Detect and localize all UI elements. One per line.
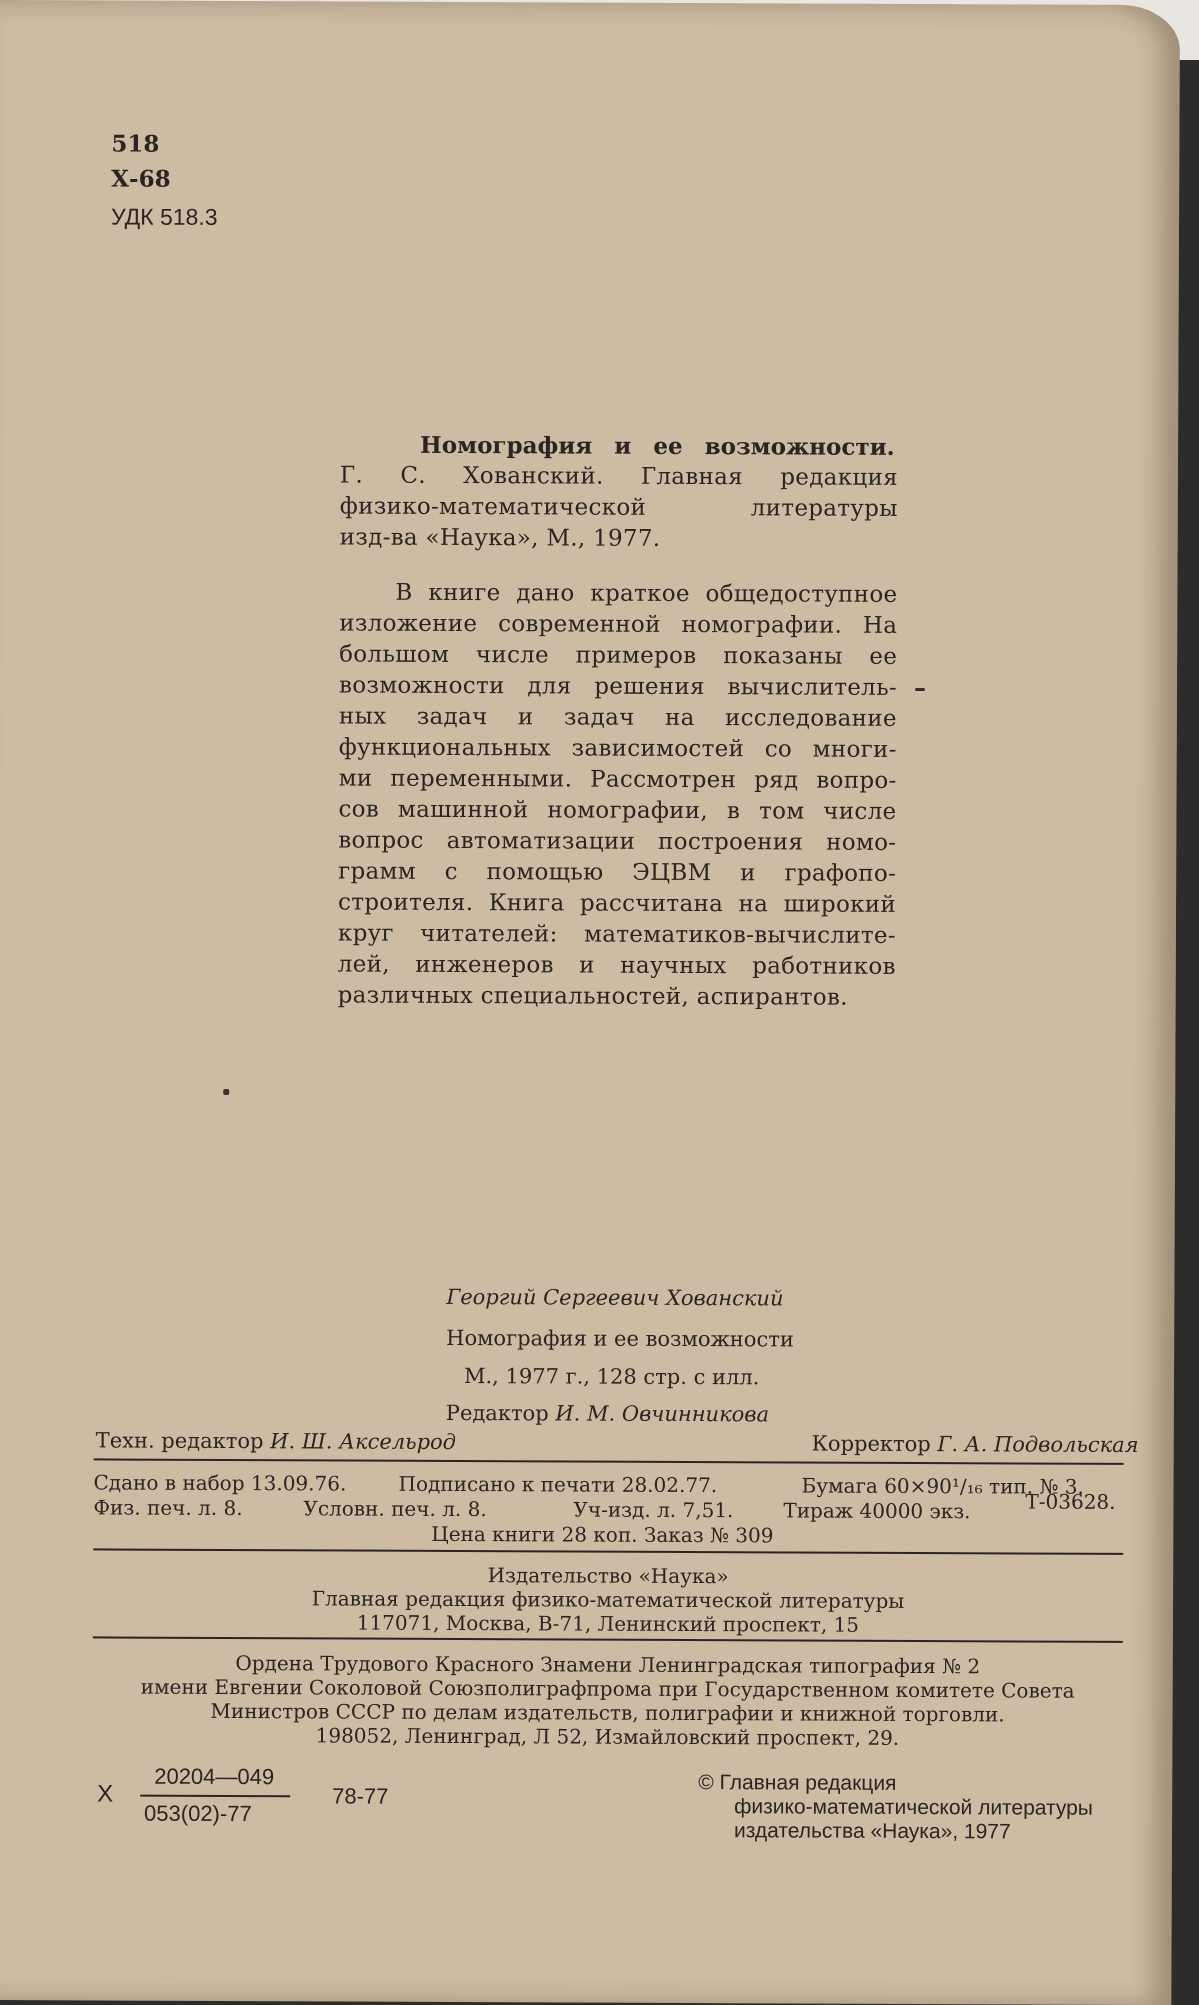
abstract-line: сов машинной номографии, в том числе xyxy=(338,796,897,825)
bbk-code: 518 xyxy=(111,130,160,158)
abstract-line: различных специальностей, аспирантов. xyxy=(337,982,848,1011)
abstract-line: ми переменными. Рассмотрен ряд вопро- xyxy=(338,765,897,794)
copyright-line: издательства «Наука», 1977 xyxy=(733,1819,1011,1844)
abstract-line: строителя. Книга рассчитана на широкий xyxy=(338,889,897,918)
abstract-line: ных задач и задач на исследование xyxy=(338,703,897,732)
printer-line: Ордена Трудового Красного Знамени Ленинградская типография № 2 xyxy=(235,1651,981,1679)
print-paper: Бумага 60×90¹/₁₆ тип. № 3. xyxy=(801,1473,1084,1499)
publisher-division: Главная редакция физико-математической литературы xyxy=(311,1586,905,1613)
abstract-line: физико-математической литературы xyxy=(339,493,898,522)
colophon-author: Георгий Сергеевич Хованский xyxy=(446,1284,784,1311)
colophon-book-title: Номография и ее возможности xyxy=(446,1325,794,1352)
abstract-title: Номография и ее возможности. xyxy=(420,431,895,461)
abstract-line: изд-ва «Наука», М., 1977. xyxy=(339,524,661,552)
abstract-line: вопрос автоматизации построения номо- xyxy=(338,827,897,856)
print-signed: Подписано к печати 28.02.77. xyxy=(398,1471,718,1498)
divider xyxy=(93,1548,1123,1554)
abstract-line: большом числе примеров показаны ее xyxy=(339,641,898,670)
corrector-name: Г. А. Подвольская xyxy=(937,1432,1139,1457)
editor-label: Редактор xyxy=(445,1400,549,1426)
abstract-line: изложение современной номографии. На xyxy=(339,610,898,639)
printer-line: Министров СССР по делам издательств, полиграфии и книжной торговли. xyxy=(210,1698,1005,1727)
author-mark: Х-68 xyxy=(111,165,171,193)
bottom-code: 78-77 xyxy=(332,1783,389,1809)
print-submitted: Сдано в набор 13.09.76. xyxy=(93,1470,347,1496)
corrector xyxy=(812,1432,1139,1457)
publisher-name: Издательство «Наука» xyxy=(487,1563,729,1589)
print-sheets: Физ. печ. л. 8. xyxy=(93,1495,243,1521)
tech-editor-name: И. Ш. Аксельрод xyxy=(270,1429,457,1455)
print-code: Т-03628. xyxy=(1025,1489,1116,1514)
print-run: Тираж 40000 экз. xyxy=(783,1498,971,1524)
ink-mark xyxy=(915,688,925,691)
abstract-line: Г. С. Хованский. Главная редакция xyxy=(339,462,898,491)
colophon-editor xyxy=(446,1401,769,1426)
abstract-line: грамм с помощью ЭЦВМ и графопо- xyxy=(338,858,897,887)
fraction-denominator: 053(02)-77 xyxy=(144,1800,252,1827)
copyright-line: физико-математической литературы xyxy=(734,1795,1093,1820)
divider xyxy=(94,1458,1124,1464)
tech-editor xyxy=(96,1428,456,1454)
divider xyxy=(93,1636,1123,1642)
abstract-line: В книге дано краткое общедоступное xyxy=(395,579,898,608)
abstract-line: круг читателей: математиков-вычислите- xyxy=(337,920,896,949)
publisher-address: 117071, Москва, В-71, Ленинский проспект, 15 xyxy=(356,1610,860,1637)
abstract-line: возможности для решения вычислитель- xyxy=(338,672,898,701)
print-pub-sheets: Уч-изд. л. 7,51. xyxy=(573,1497,734,1523)
colophon-pub-line: М., 1977 г., 128 стр. с илл. xyxy=(463,1364,760,1390)
editor-name: И. М. Овчинникова xyxy=(555,1401,770,1427)
bottom-x-letter: Х xyxy=(97,1780,114,1808)
printer-line: имени Евгении Соколовой Союзполиграфпрома при Государственном комитете Совета xyxy=(140,1674,1075,1703)
abstract-line: функциональных зависимостей со многи- xyxy=(338,734,897,763)
fraction-bar xyxy=(140,1795,290,1798)
ink-mark xyxy=(223,1089,229,1095)
corrector-label: Корректор xyxy=(811,1431,931,1457)
tech-editor-label: Техн. редактор xyxy=(95,1428,264,1454)
print-cond-sheets: Условн. печ. л. 8. xyxy=(303,1496,487,1522)
copyright-line: © Главная редакция xyxy=(698,1771,897,1795)
udk-code: УДК 518.3 xyxy=(110,203,218,230)
print-price-order: Цена книги 28 коп. Заказ № 309 xyxy=(431,1521,774,1548)
abstract-line: лей, инженеров и научных работников xyxy=(337,951,896,980)
fraction-numerator: 20204—049 xyxy=(154,1763,275,1790)
printer-line: 198052, Ленинград, Л 52, Измайловский проспект, 29. xyxy=(315,1723,900,1750)
